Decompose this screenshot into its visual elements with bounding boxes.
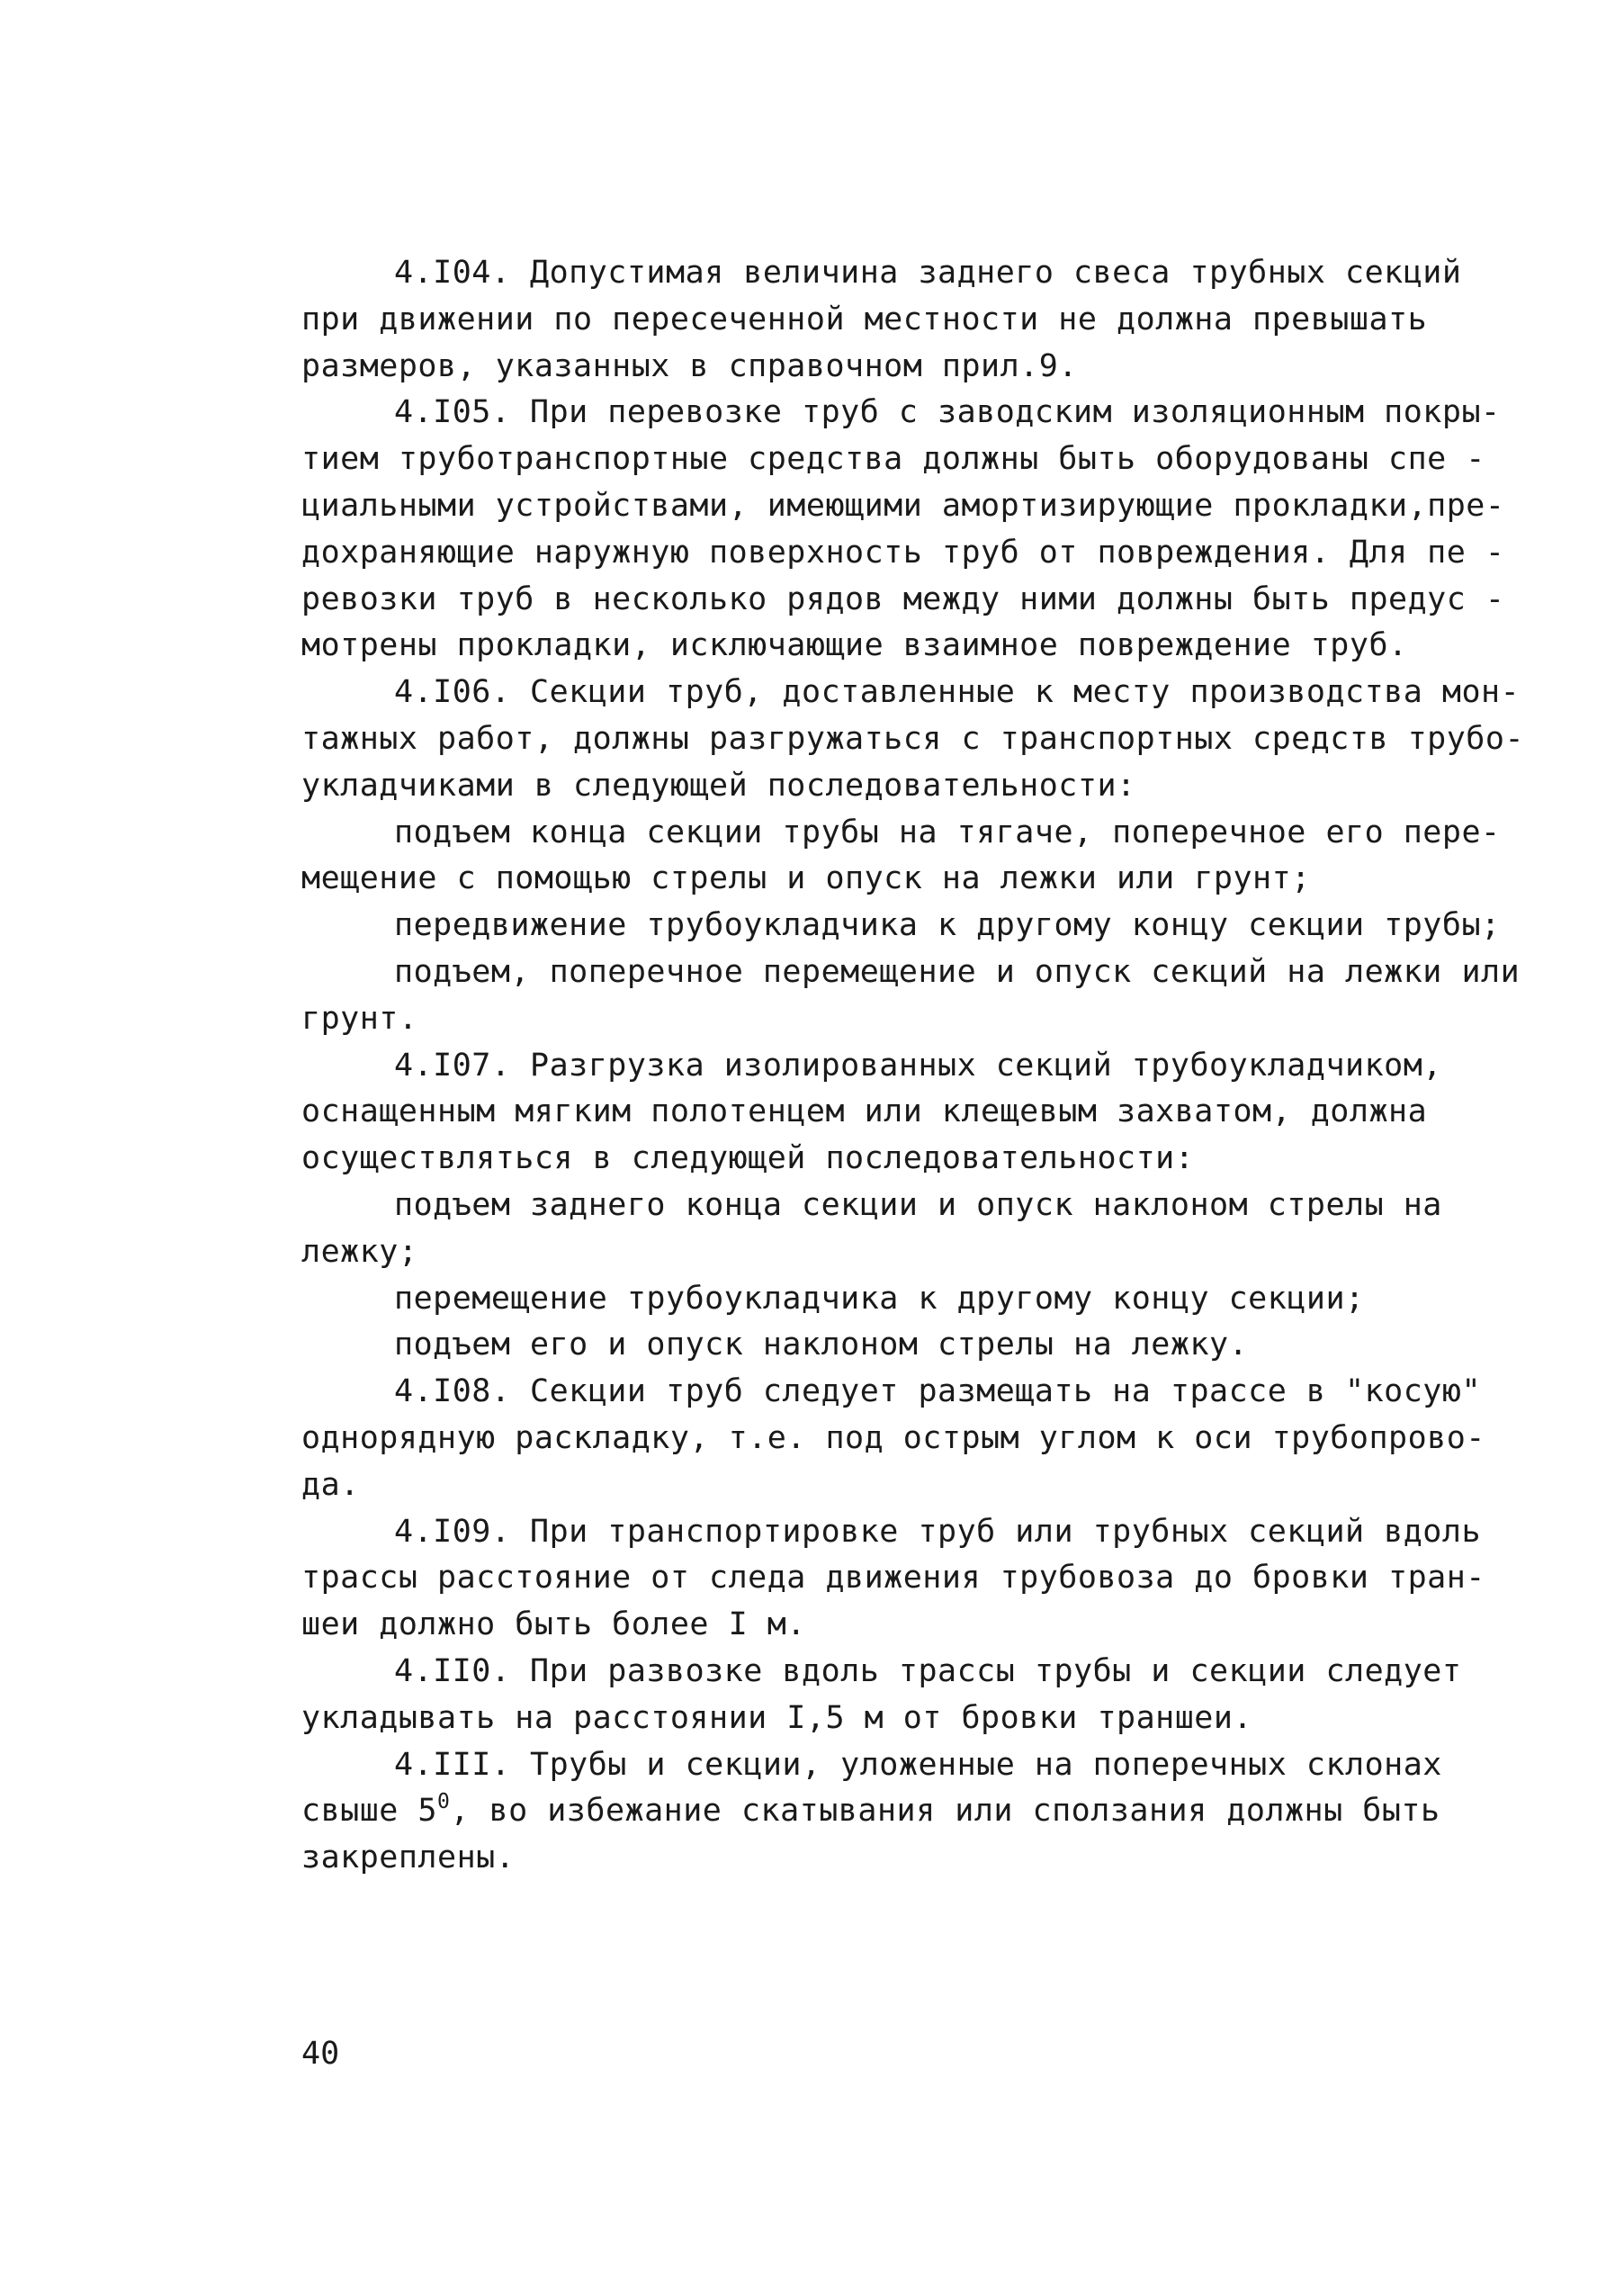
text-line: [301, 1183, 1498, 1229]
text-line-content: лежку;: [301, 1233, 418, 1270]
body-text: [301, 250, 1525, 1882]
text-line-continuation: , во избежание скатывания или сползания должны быть: [450, 1793, 1440, 1830]
text-line-content: подъем заднего конца секции и опуск наклоном стрелы на: [394, 1186, 1442, 1223]
text-line: [301, 1788, 1498, 1835]
text-line-content: 4.I07. Разгрузка изолированных секций трубоукладчиком,: [394, 1047, 1442, 1084]
text-line: [301, 1742, 1498, 1789]
text-line: [301, 1136, 1498, 1183]
text-line-content: подъем, поперечное перемещение и опуск секций на лежки или: [394, 953, 1521, 990]
text-line: [301, 1089, 1498, 1136]
text-line: [301, 436, 1498, 483]
text-line-content: ревозки труб в несколько рядов между ними должны быть предус -: [301, 580, 1505, 617]
text-line-content: 4.I06. Секции труб, доставленные к месту производства мон-: [394, 674, 1521, 711]
text-line-content: тажных работ, должны разгружаться с транспортных средств трубо-: [301, 720, 1525, 757]
text-line: [301, 1322, 1498, 1369]
text-line: [301, 577, 1505, 624]
text-line-content: укладывать на расстоянии I,5 м от бровки траншеи.: [301, 1699, 1253, 1736]
text-line: [301, 1043, 1498, 1090]
text-line-content: укладчиками в следующей последовательности:: [301, 767, 1136, 804]
text-line-content: трассы расстояние от следа движения трубовоза до бровки тран-: [301, 1560, 1485, 1597]
text-line-content: однорядную раскладку, т.е. под острым углом к оси трубопрово-: [301, 1419, 1485, 1456]
text-line-content: оснащенным мягким полотенцем или клещевым захватом, должна: [301, 1093, 1428, 1130]
text-line: [301, 856, 1498, 903]
text-line: [301, 297, 1498, 344]
text-line: [301, 623, 1498, 670]
text-line-content: размеров, указанных в справочном прил.9.: [301, 347, 1078, 384]
text-line: [301, 996, 1498, 1043]
text-line-content: 4.I04. Допустимая величина заднего свеса трубных секций: [394, 255, 1462, 291]
text-line-content: подъем его и опуск наклоном стрелы на лежку.: [394, 1327, 1249, 1363]
text-line-content: 4.I05. При перевозке труб с заводским изоляционным покры-: [394, 394, 1501, 431]
text-line: [301, 1696, 1498, 1742]
text-line: [301, 1555, 1498, 1602]
text-line-content: свыше 5: [301, 1793, 438, 1830]
text-line: [301, 1509, 1498, 1556]
text-line-content: 4.I09. При транспортировке труб или трубных секций вдоль: [394, 1513, 1482, 1550]
text-line: [301, 903, 1501, 949]
text-line: [301, 1229, 1498, 1276]
text-line: [301, 1602, 1498, 1649]
text-line-content: мотрены прокладки, исключающие взаимное повреждение труб.: [301, 627, 1408, 664]
text-line-content: передвижение трубоукладчика к другому концу секции трубы;: [394, 907, 1501, 944]
text-line: [301, 810, 1501, 857]
text-line-content: грунт.: [301, 1000, 418, 1037]
degree-superscript: 0: [437, 1790, 451, 1814]
text-line-content: 4.I08. Секции труб следует размещать на трассе в "косую": [394, 1373, 1482, 1410]
text-line: [301, 1649, 1498, 1696]
text-line-content: 4.II0. При развозке вдоль трассы трубы и секции следует: [394, 1652, 1462, 1689]
text-line: [301, 716, 1525, 763]
text-line-content: осуществляться в следующей последовательности:: [301, 1140, 1195, 1177]
text-line-content: тием труботранспортные средства должны быть оборудованы спе -: [301, 441, 1485, 478]
text-line-content: дохраняющие наружную поверхность труб от повреждения. Для пе -: [301, 534, 1505, 571]
text-line: [301, 949, 1521, 996]
text-line-content: циальными устройствами, имеющими амортизирующие прокладки,пре-: [301, 487, 1505, 524]
page-number: 40: [301, 2036, 340, 2072]
text-line: [301, 250, 1498, 297]
text-line: [301, 1835, 1498, 1882]
text-line: [301, 763, 1498, 810]
text-line: [301, 1369, 1498, 1416]
text-line: [301, 1462, 1498, 1509]
text-line-content: 4.III. Трубы и секции, уложенные на поперечных склонах: [394, 1746, 1442, 1783]
text-line-content: подъем конца секции трубы на тягаче, поперечное его пере-: [394, 814, 1501, 850]
text-line-content: мещение с помощью стрелы и опуск на лежки или грунт;: [301, 860, 1311, 897]
text-line-content: шеи должно быть более I м.: [301, 1606, 806, 1643]
text-line-content: перемещение трубоукладчика к другому концу секции;: [394, 1280, 1365, 1317]
text-line: [301, 530, 1505, 577]
text-line: [301, 670, 1521, 716]
text-line: [301, 1276, 1498, 1323]
text-line: [301, 390, 1501, 436]
text-line: [301, 344, 1498, 391]
text-line: [301, 1416, 1498, 1462]
text-line-content: при движении по пересеченной местности не должна превышать: [301, 301, 1428, 337]
text-line-content: закреплены.: [301, 1840, 516, 1876]
text-line-content: да.: [301, 1466, 360, 1503]
text-line: [301, 483, 1505, 530]
